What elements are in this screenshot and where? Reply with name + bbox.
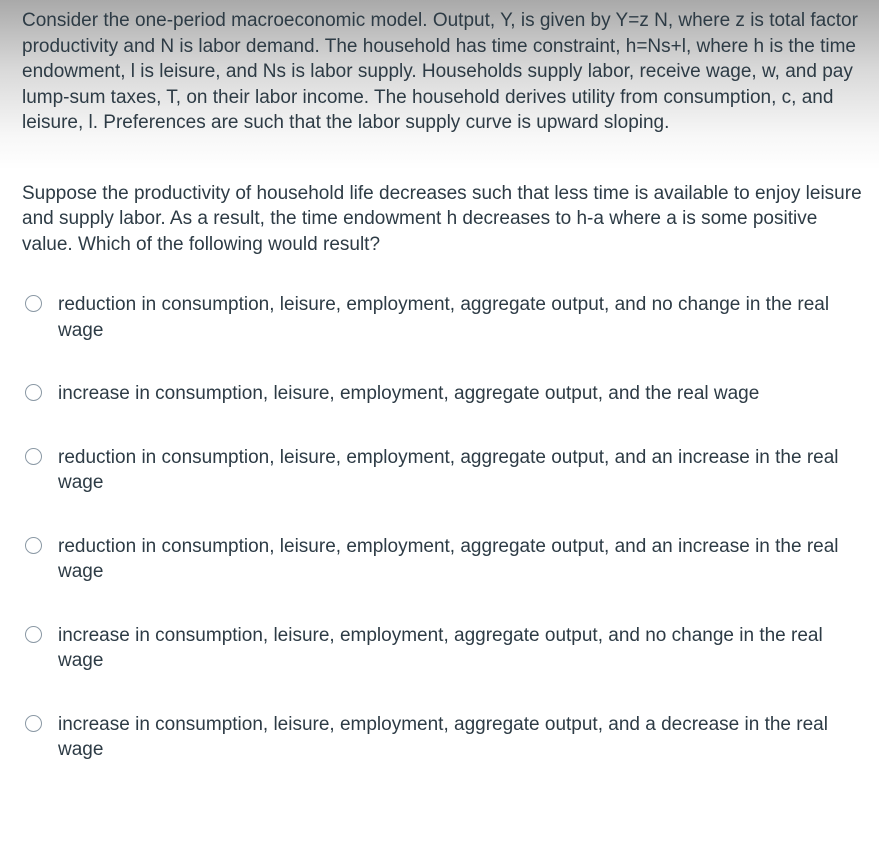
answer-option-label[interactable]: reduction in consumption, leisure, employment, aggregate output, and an increase in the real wage bbox=[58, 535, 839, 582]
answer-list bbox=[22, 292, 867, 763]
answer-option-5[interactable] bbox=[22, 623, 867, 674]
radio-button-icon[interactable] bbox=[25, 448, 42, 465]
answer-option-label[interactable]: reduction in consumption, leisure, employment, aggregate output, and no change in the real wage bbox=[58, 294, 830, 341]
answer-option-label[interactable]: reduction in consumption, leisure, employment, aggregate output, and an increase in the real wage bbox=[58, 446, 839, 493]
answer-option-1[interactable] bbox=[22, 292, 867, 343]
question-intro-text: Consider the one-period macroeconomic model. Output, Y, is given by Y=z N, where z is total factor productivity and N is labor demand. The household has time constraint, h=Ns+l, where h is the time endowment, l is leisure, and Ns is labor supply. Households supply labor, receive wage, w, and pay lump-sum taxes, T, on their labor income. The household derives utility from consumption, c, and leisure, l. Preferences are such that the labor supply curve is upward sloping. bbox=[22, 10, 858, 133]
question-prompt-text: Suppose the productivity of household life decreases such that less time is available to enjoy leisure and supply labor. As a result, the time endowment h decreases to h-a where a is some positive value. Which of the following would result? bbox=[22, 182, 862, 255]
answer-option-label[interactable]: increase in consumption, leisure, employment, aggregate output, and a decrease in the real wage bbox=[58, 713, 828, 760]
radio-button-icon[interactable] bbox=[25, 537, 42, 554]
quiz-question bbox=[22, 8, 867, 801]
answer-option-4[interactable] bbox=[22, 534, 867, 585]
radio-button-icon[interactable] bbox=[25, 384, 42, 401]
answer-option-label[interactable]: increase in consumption, leisure, employment, aggregate output, and the real wage bbox=[58, 383, 760, 404]
radio-button-icon[interactable] bbox=[25, 715, 42, 732]
answer-option-2[interactable] bbox=[22, 381, 867, 407]
radio-button-icon[interactable] bbox=[25, 295, 42, 312]
answer-option-label[interactable]: increase in consumption, leisure, employment, aggregate output, and no change in the real wage bbox=[58, 624, 823, 671]
answer-option-3[interactable] bbox=[22, 445, 867, 496]
radio-button-icon[interactable] bbox=[25, 626, 42, 643]
answer-option-6[interactable] bbox=[22, 712, 867, 763]
